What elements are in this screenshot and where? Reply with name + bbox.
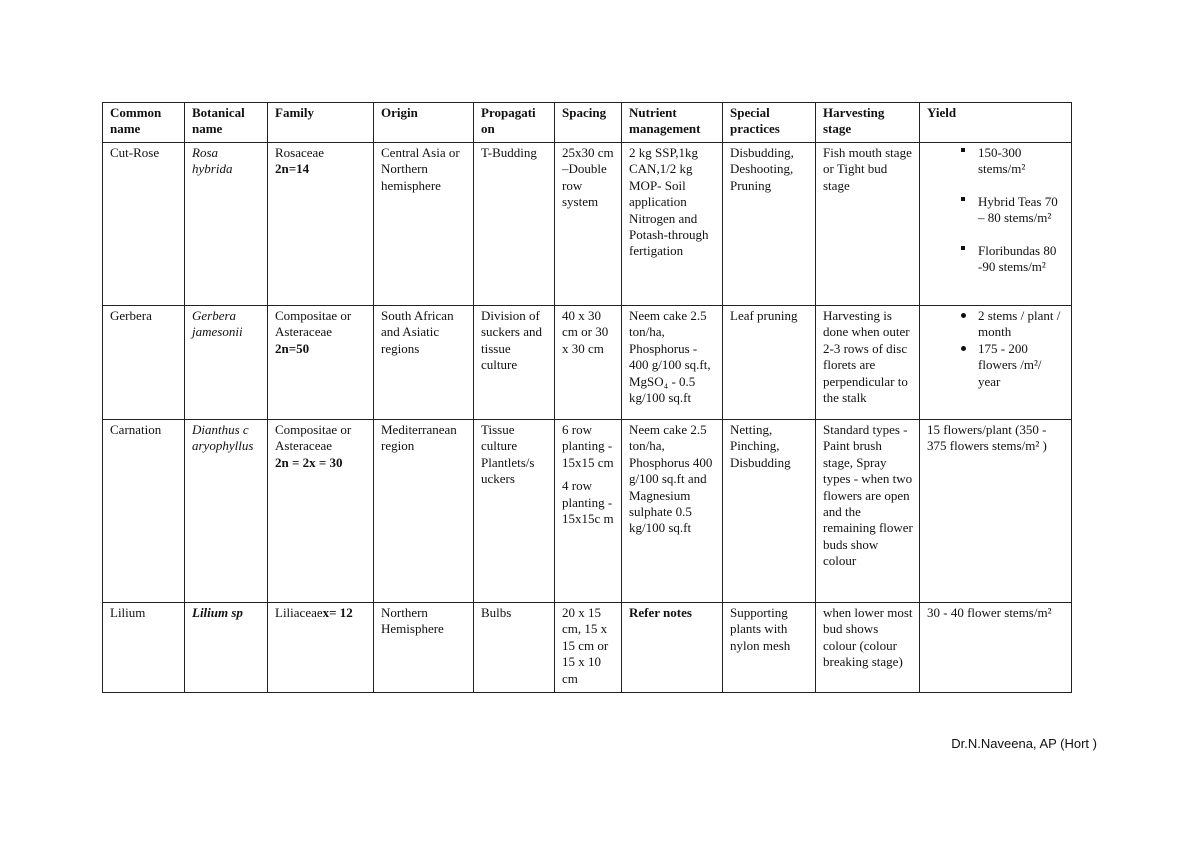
nutrient-cell: Neem cake 2.5 ton/ha, Phosphorus - 400 g/100 sq.ft, MgSO₄ - 0.5 kg/100 sq.ft [622,306,723,420]
yield-cell: 15 flowers/plant (350 - 375 flowers stems/m² ) [920,420,1072,603]
origin-cell: South African and Asiatic regions [374,306,474,420]
family-cell [268,143,374,306]
yield-item: 175 - 200 flowers /m²/ year [927,341,1065,390]
common-name-cell: Cut-Rose [103,143,185,306]
chromosome-number: 2n = 2x = 30 [275,454,343,470]
origin-cell: Central Asia or Northern hemisphere [374,143,474,306]
table-row-carnation [103,420,1072,603]
special-practices-cell: Disbudding, Deshooting, Pruning [723,143,816,306]
header-row [103,103,1072,143]
special-practices-cell: Leaf pruning [723,306,816,420]
origin-cell: Mediterranean region [374,420,474,603]
botanical-name-cell: Gerbera jamesonii [185,306,268,420]
header-botanical-name: Botanical name [185,103,268,143]
harvesting-cell: Fish mouth stage or Tight bud stage [816,143,920,306]
spacing-cell: 40 x 30 cm or 30 x 30 cm [555,306,622,420]
spacing-cell: 20 x 15 cm, 15 x 15 cm or 15 x 10 cm [555,603,622,693]
yield-item: 2 stems / plant / month [927,308,1065,341]
common-name-cell: Gerbera [103,306,185,420]
family-cell [268,420,374,603]
chromosome-number: 2n=50 [275,340,310,356]
header-special-practices: Special practices [723,103,816,143]
family-cell [268,603,374,693]
harvesting-cell: when lower most bud shows colour (colour breaking stage) [816,603,920,693]
yield-cell [920,143,1072,306]
botanical-name-cell: Dianthus c aryophyllus [185,420,268,603]
origin-cell: Northern Hemisphere [374,603,474,693]
chromosome-number: 2n=14 [275,161,310,177]
botanical-name-cell: Lilium sp [185,603,268,693]
nutrient-cell: Neem cake 2.5 ton/ha, Phosphorus 400 g/100 sq.ft and Magnesium sulphate 0.5 kg/100 sq.ft [622,420,723,603]
special-practices-cell: Supporting plants with nylon mesh [723,603,816,693]
propagation-cell: Bulbs [474,603,555,693]
harvesting-cell: Standard types - Paint brush stage, Spray types - when two flowers are open and the remaining flower buds show colour [816,420,920,603]
table-row-cut-rose [103,143,1072,306]
table-header [103,103,1072,143]
nutrient-cell: 2 kg SSP,1kg CAN,1/2 kg MOP- Soil application Nitrogen and Potash-through fertigation [622,143,723,306]
family-cell [268,306,374,420]
table-row-lilium [103,603,1072,693]
botanical-name-cell: Rosa hybrida [185,143,268,306]
header-origin: Origin [374,103,474,143]
header-harvesting-stage: Harvesting stage [816,103,920,143]
propagation-cell: Tissue culture Plantlets/s uckers [474,420,555,603]
header-common-name: Common name [103,103,185,143]
yield-item: Floribundas 80 -90 stems/m² [927,243,1065,276]
family-name: Compositae or Asteraceae [275,308,352,340]
author-footer: Dr.N.Naveena, AP (Hort ) [951,736,1097,751]
spacing-option: 4 row planting - 15x15c m [562,478,614,527]
propagation-cell: T-Budding [474,143,555,306]
common-name-cell: Carnation [103,420,185,603]
chromosome-number: x= 12 [322,605,353,620]
header-propagation: Propagati on [474,103,555,143]
harvesting-cell: Harvesting is done when outer 2-3 rows of disc florets are perpendicular to the stalk [816,306,920,420]
yield-cell [920,306,1072,420]
yield-item: Hybrid Teas 70 – 80 stems/m² [927,194,1065,227]
yield-cell: 30 - 40 flower stems/m² [920,603,1072,693]
header-nutrient-management: Nutrient management [622,103,723,143]
header-family: Family [268,103,374,143]
nutrient-cell: Refer notes [622,603,723,693]
family-name: Rosaceae [275,145,325,160]
crop-table [102,102,1072,693]
yield-list [927,145,1065,275]
family-name: Compositae or Asteraceae [275,422,352,454]
yield-list [927,308,1065,390]
propagation-cell: Division of suckers and tissue culture [474,306,555,420]
spacing-option: 6 row planting - 15x15 cm [562,422,614,470]
spacing-cell [555,420,622,603]
header-yield: Yield [920,103,1072,143]
table-row-gerbera [103,306,1072,420]
common-name-cell: Lilium [103,603,185,693]
family-name: Liliaceae [275,605,323,620]
header-spacing: Spacing [555,103,622,143]
yield-item: 150-300 stems/m² [927,145,1065,178]
spacing-cell: 25x30 cm –Double row system [555,143,622,306]
special-practices-cell: Netting, Pinching, Disbudding [723,420,816,603]
